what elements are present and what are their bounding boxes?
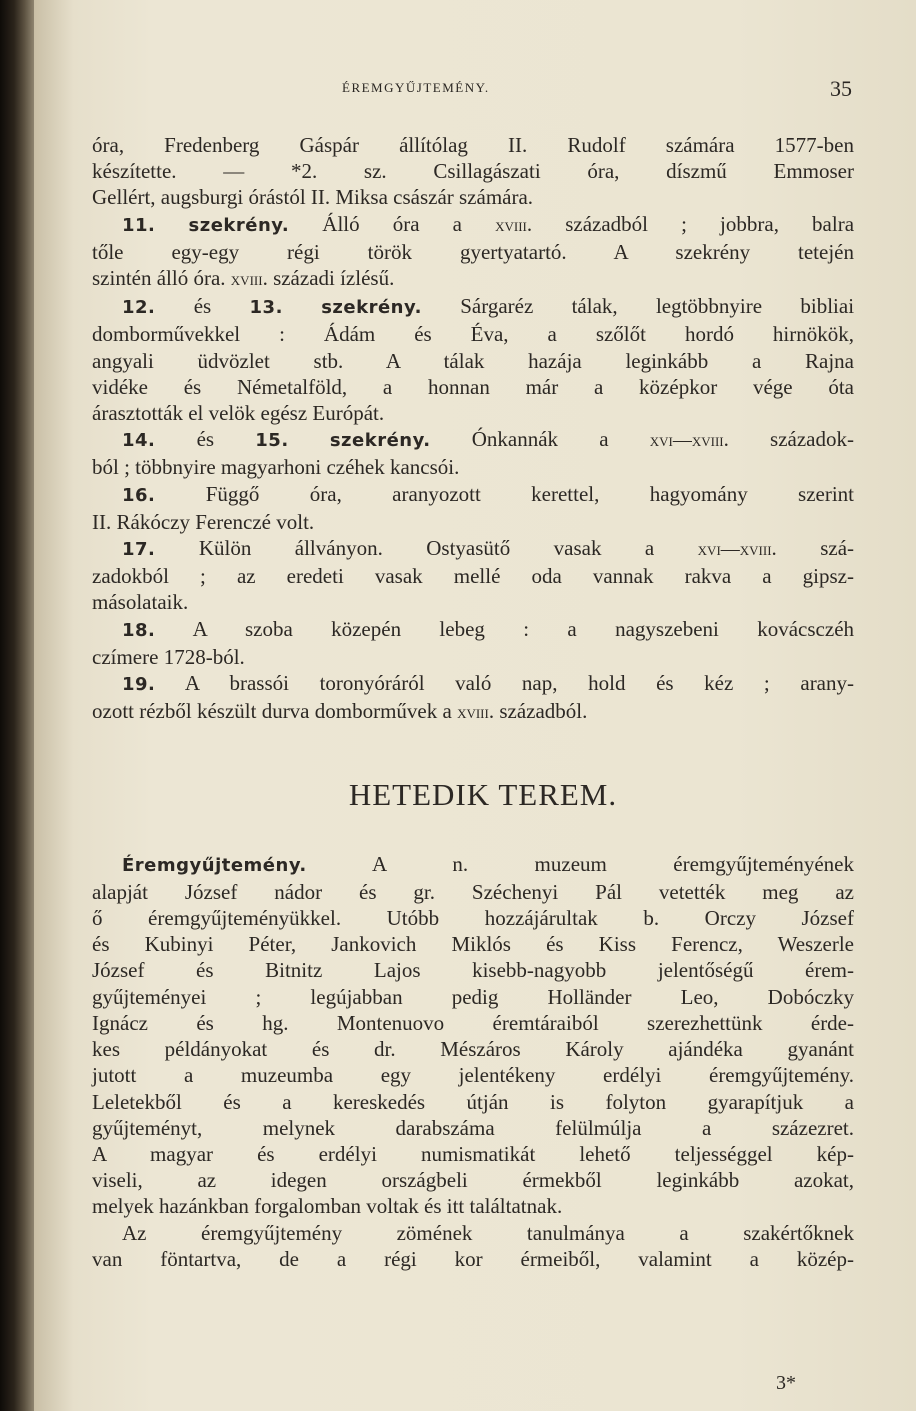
text-line: kes példányokat és dr. Mészáros Károly ajándéka gyanánt xyxy=(92,1037,854,1062)
item-number: 15. xyxy=(255,430,289,452)
body-text xyxy=(92,132,854,1272)
item-label: szekrény. xyxy=(188,214,290,236)
text-line: II. Rákóczy Ferenczé volt. xyxy=(92,509,315,534)
text-line: József és Bitnitz Lajos kisebb-nagyobb jelentőségű érem- xyxy=(92,958,854,983)
catalog-item-19 xyxy=(92,670,854,726)
item-number: 13. xyxy=(249,297,283,319)
item-number: 16. xyxy=(122,484,156,506)
item-number: 19. xyxy=(122,674,156,696)
page-number: 35 xyxy=(830,76,852,101)
text-line: czímere 1728-ból. xyxy=(92,644,245,669)
text-line: 16. Függő óra, aranyozott kerettel, hagyomány szerint xyxy=(122,481,855,506)
text-line: és Kubinyi Péter, Jankovich Miklós és Kiss Ferencz, Weszerle xyxy=(92,932,854,957)
catalog-item-14-15 xyxy=(92,426,854,480)
text-line: A magyar és erdélyi numismatikát lehető teljességgel kép- xyxy=(92,1141,854,1166)
book-spine-shadow xyxy=(0,0,34,1411)
running-title: ÉREMGYŰJTEMÉNY. xyxy=(342,80,490,95)
text-line: Az éremgyűjtemény zömének tanulmánya a szakértőknek xyxy=(122,1220,854,1245)
text-line: Leletekből és a kereskedés útján is folyton gyarapítjuk a xyxy=(92,1089,854,1114)
text-line: 18. A szoba közepén lebeg : a nagyszebeni kovácsczéh xyxy=(122,616,855,641)
text-line: ból ; többnyire magyarhoni czéhek kancsói. xyxy=(92,455,460,480)
catalog-item-12-13 xyxy=(92,293,854,426)
section-heading: HETEDIK TEREM. xyxy=(348,777,618,813)
text-line: 17. Külön állványon. Ostyasütő vasak a xvi—xviii. szá- xyxy=(122,536,855,561)
text-line: tőle egy-egy régi török gyertyatartó. A szekrény tetején xyxy=(92,239,854,264)
text-line: árasztották el velök egész Európát. xyxy=(92,401,385,426)
text-line: melyek hazánkban forgalomban voltak és itt találtatnak. xyxy=(92,1194,563,1219)
item-number: 14. xyxy=(122,430,156,452)
text-line: domborművekkel : Ádám és Éva, a szőlőt hordó hirnökök, xyxy=(92,322,854,347)
text-line: viseli, az idegen országbeli érmekből leginkább azokat, xyxy=(92,1168,854,1193)
section-paragraph-1 xyxy=(92,851,854,1220)
section-paragraph-2 xyxy=(92,1220,854,1272)
text-line: van föntartva, de a régi kor érmeiből, valamint a közép- xyxy=(92,1246,854,1271)
text-line: 19. A brassói toronyóráról való nap, hold és kéz ; arany- xyxy=(122,671,854,696)
text-line: gyűjteményt, melynek darabszáma felülmúlja a százezret. xyxy=(92,1115,854,1140)
paragraph-continuation xyxy=(92,132,854,211)
text-line: óra, Fredenberg Gáspár állítólag II. Rudolf számára 1577-ben xyxy=(92,133,854,157)
text-line: készítette. — *2. sz. Csillagászati óra, díszmű Emmoser xyxy=(92,159,854,184)
lead-term: Éremgyűjtemény. xyxy=(122,854,307,876)
catalog-item-16 xyxy=(92,481,854,535)
item-number: 17. xyxy=(122,539,156,561)
text-line: ozott rézből készült durva domborművek a xviii. századból. xyxy=(92,699,588,724)
text-line: szintén álló óra. xviii. századi ízlésű. xyxy=(92,266,395,291)
item-number: 11. xyxy=(122,214,156,236)
text-line: Ignácz és hg. Montenuovo éremtáraiból szerezhettünk érde- xyxy=(92,1010,854,1035)
text-line: Éremgyűjtemény. A n. muzeum éremgyűjteményének xyxy=(122,851,855,876)
item-number: 18. xyxy=(122,619,156,641)
text-line: Gellért, augsburgi órástól II. Miksa császár számára. xyxy=(92,185,534,210)
text-line: zadokból ; az eredeti vasak mellé oda vannak rakva a gipsz- xyxy=(92,564,854,589)
text-line: ő éremgyűjteményükkel. Utóbb hozzájárultak b. Orczy József xyxy=(92,906,854,931)
catalog-item-18 xyxy=(92,616,854,670)
text-line: jutott a muzeumba egy jelentékeny erdélyi éremgyűjtemény. xyxy=(92,1063,854,1088)
item-number: 12. xyxy=(122,297,156,319)
page-header xyxy=(92,76,852,106)
text-line: 11. szekrény. Álló óra a xviii. századból ; jobbra, balra xyxy=(122,211,855,236)
item-label: szekrény. xyxy=(321,297,422,319)
text-line: másolataik. xyxy=(92,590,189,615)
text-line: gyűjteményei ; legújabban pedig Holländer Leo, Dobóczky xyxy=(92,984,854,1009)
catalog-item-11 xyxy=(92,211,854,294)
signature-mark: 3* xyxy=(776,1372,796,1394)
text-line: 12. és 13. szekrény. Sárgaréz tálak, legtöbbnyire bibliai xyxy=(122,294,855,319)
text-line: alapját József nádor és gr. Széchenyi Pál vetették meg az xyxy=(92,879,854,904)
text-line: angyali üdvözlet stb. A tálak hazája leginkább a Rajna xyxy=(92,348,854,373)
catalog-item-17 xyxy=(92,535,854,616)
item-label: szekrény. xyxy=(329,430,431,452)
text-line: vidéke és Németalföld, a honnan már a középkor vége óta xyxy=(92,374,854,399)
book-page xyxy=(34,0,916,1411)
text-line: 14. és 15. szekrény. Ónkannák a xvi—xviii. századok- xyxy=(122,427,854,452)
